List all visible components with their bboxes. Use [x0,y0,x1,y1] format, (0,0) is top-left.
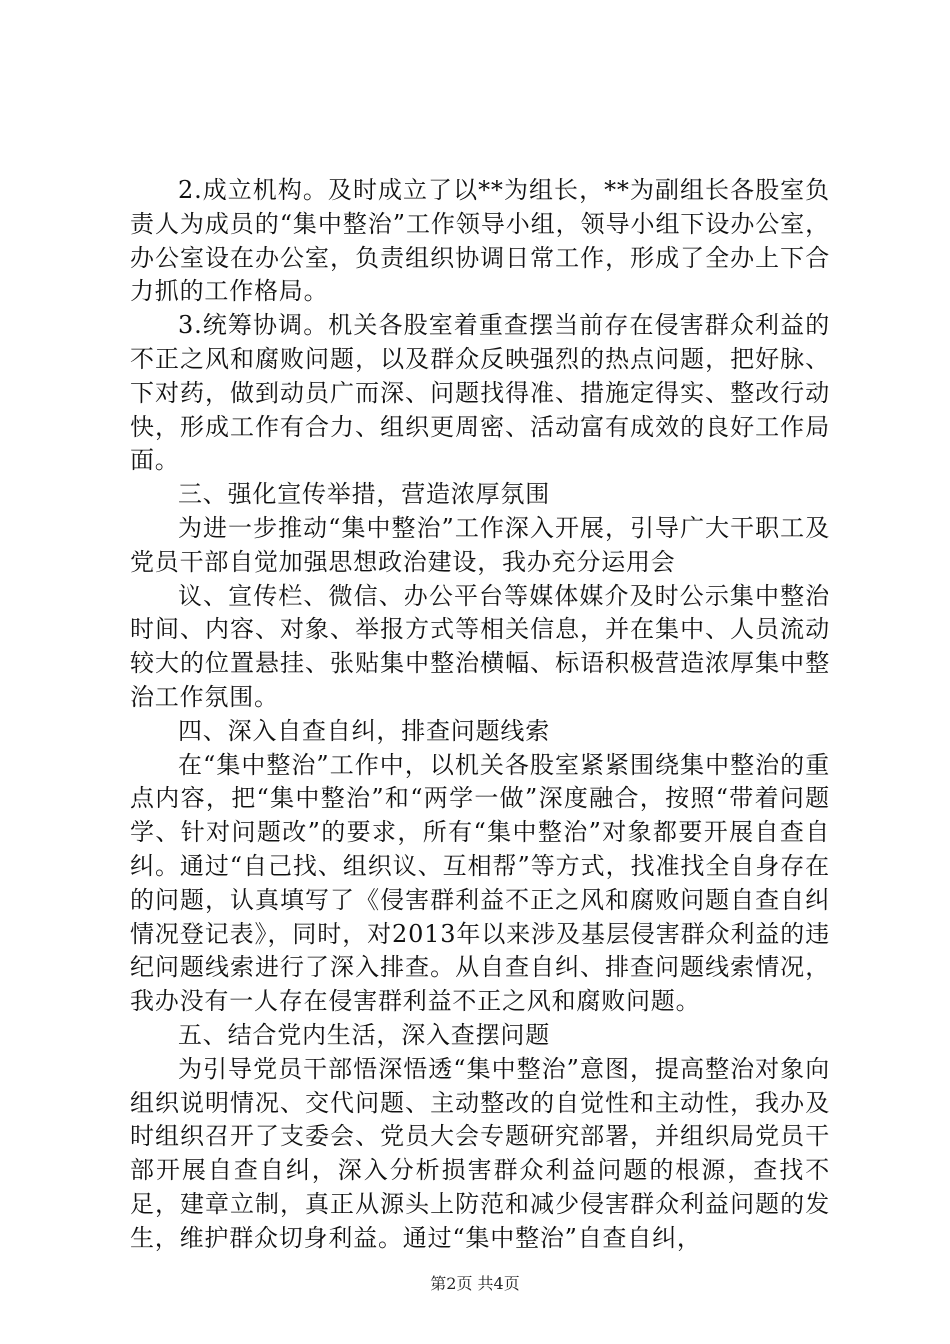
document-body [130,174,830,1256]
section-heading-self-inspection: 四、深入自查自纠，排查问题线索 [178,716,550,745]
paragraph-publicity-intro: 为进一步推动“集中整治”工作深入开展，引导广大干职工及党员干部自觉加强思想政治建设，我办充分运用会 [130,513,830,576]
paragraph-self-inspection: 在“集中整治”工作中，以机关各股室紧紧围绕集中整治的重点内容，把“集中整治”和“两学一做”深度融合，按照“带着问题学、针对问题改”的要求，所有“集中整治”对象都要开展自查自纠。通过“自己找、组织议、互相帮”等方式，找准找全自身存在的问题，认真填写了《侵害群利益不正之风和腐败问题自查自纠情况登记表》，同时，对2013年以来涉及基层侵害群众利益的违纪问题线索进行了深入排查。从自查自纠、排查问题线索情况，我办没有一人存在侵害群利益不正之风和腐败问题。 [130,750,830,1016]
section-heading-publicity: 三、强化宣传举措，营造浓厚氛围 [178,480,550,509]
paragraph-coordination: 3.统筹协调。机关各股室着重查摆当前存在侵害群众利益的不正之风和腐败问题，以及群众反映强烈的热点问题，把好脉、下对药，做到动员广而深、问题找得准、措施定得实、整改行动快，形成工作有合力、组织更周密、活动富有成效的良好工作局面。 [130,311,830,475]
page-number-label: 第2页 共4页 [430,1274,520,1293]
section-heading-party-life: 五、结合党内生活，深入查摆问题 [178,1020,550,1049]
paragraph-party-life: 为引导党员干部悟深悟透“集中整治”意图，提高整治对象向组织说明情况、交代问题、主动整改的自觉性和主动性，我办及时组织召开了支委会、党员大会专题研究部署，并组织局党员干部开展自查自纠，深入分析损害群众利益问题的根源，查找不足，建章立制，真正从源头上防范和减少侵害群众利益问题的发生，维护群众切身利益。通过“集中整治”自查自纠， [130,1054,830,1252]
page-footer [0,1271,950,1294]
paragraph-establish-organization: 2.成立机构。及时成立了以**为组长，**为副组长各股室负责人为成员的“集中整治”工作领导小组，领导小组下设办公室，办公室设在办公室，负责组织协调日常工作，形成了全办上下合力抓的工作格局。 [130,176,830,306]
paragraph-publicity-channels: 议、宣传栏、微信、办公平台等媒体媒介及时公示集中整治时间、内容、对象、举报方式等相关信息，并在集中、人员流动较大的位置悬挂、张贴集中整治横幅、标语积极营造浓厚集中整治工作氛围。 [130,581,830,711]
